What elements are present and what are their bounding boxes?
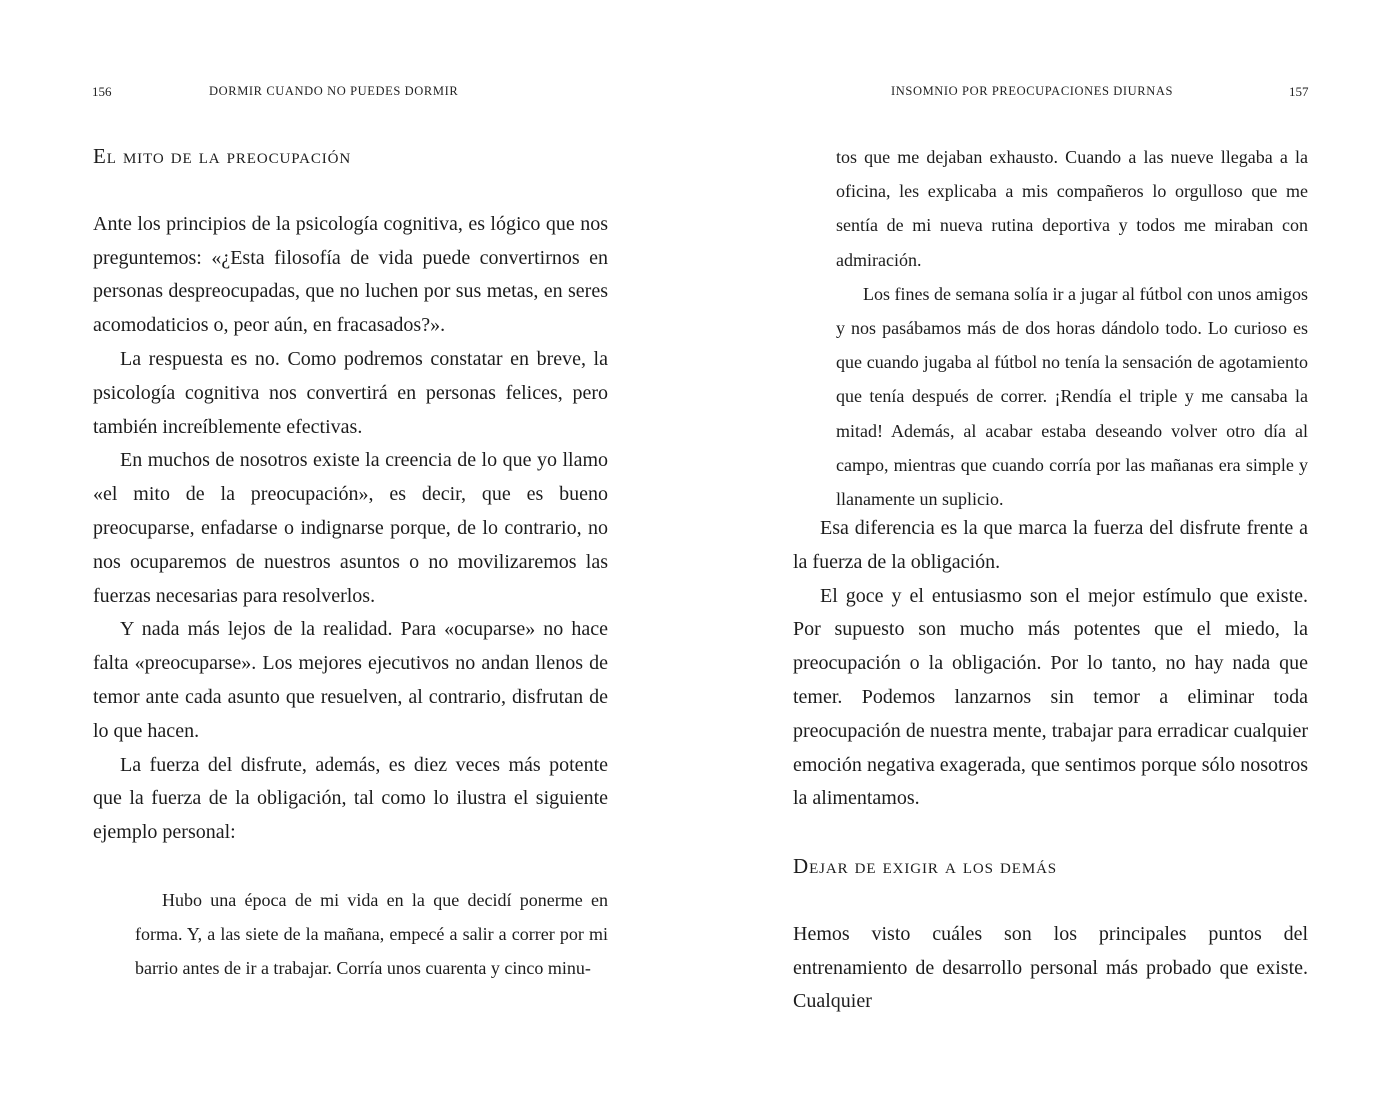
paragraph: Y nada más lejos de la realidad. Para «ocuparse» no hace falta «preocuparse». Los mejores ejecutivos no andan llenos de temor ante cada asunto que resuelven, al contrario, disfrutan de lo que hacen. — [93, 618, 608, 742]
right-page — [700, 0, 1400, 1114]
extract-paragraph: Los fines de semana solía ir a jugar al fútbol con unos amigos y nos pasábamos más de dos horas dándolo todo. Lo curioso es que cuando jugaba al fútbol no tenía la sensación de agotamiento que tenía después de correr. ¡Rendía el triple y me cansaba la mitad! Además, al acabar estaba deseando volver otro día al campo, mientras que cuando corría por las mañanas era simple y llanamente un suplicio. — [836, 283, 1308, 510]
right-body — [793, 512, 1308, 816]
paragraph: Ante los principios de la psicología cognitiva, es lógico que nos preguntemos: «¿Esta filosofía de vida puede convertirnos en personas despreocupadas, que no luchen por sus metas, en seres acomodaticios o, peor aún, en fracasados?». — [93, 212, 608, 337]
extract-paragraph: Hubo una época de mi vida en la que decidí ponerme en forma. Y, a las siete de la mañana, empecé a salir a correr por mi barrio antes de ir a trabajar. Corría unos cuarenta y cinco minu- — [135, 890, 608, 979]
page-number: 156 — [92, 84, 112, 99]
section-heading: El mito de la preocupación — [93, 144, 352, 168]
extract-paragraph: tos que me dejaban exhausto. Cuando a las nueve llegaba a la oficina, les explicaba a mis compañeros lo orgulloso que me sentía de mi nueva rutina deportiva y todos me miraban con admiración. — [836, 147, 1308, 270]
left-body — [93, 140, 608, 850]
page-number: 157 — [1289, 84, 1309, 99]
paragraph: En muchos de nosotros existe la creencia de lo que yo llamo «el mito de la preocupación», es decir, que es bueno preocuparse, enfadarse o indignarse porque, de lo contrario, no nos ocuparemos de nuestros asuntos o no movilizaremos las fuerzas necesarias para resolverlos. — [93, 449, 608, 607]
paragraph: Hemos visto cuáles son los principales puntos del entrenamiento de desarrollo personal más probado que existe. Cualquier — [793, 922, 1308, 1013]
extract-block — [836, 140, 1308, 516]
paragraph: El goce y el entusiasmo son el mejor estímulo que existe. Por supuesto son mucho más potentes que el miedo, la preocupación o la obligación. Por lo tanto, no hay nada que temer. Podemos lanzarnos sin temor a eliminar toda preocupación de nuestra mente, trabajar para erradicar cualquier emoción negativa exagerada, que sentimos porque sólo nosotros la alimentamos. — [793, 584, 1308, 810]
extract-block — [135, 883, 608, 986]
paragraph: La respuesta es no. Como podremos constatar en breve, la psicología cognitiva nos convertirá en personas felices, pero también increíblemente efectivas. — [93, 347, 608, 438]
section-heading: Dejar de exigir a los demás — [793, 854, 1058, 878]
running-head: DORMIR CUANDO NO PUEDES DORMIR — [209, 84, 459, 98]
running-head: INSOMNIO POR PREOCUPACIONES DIURNAS — [891, 84, 1174, 98]
paragraph: Esa diferencia es la que marca la fuerza del disfrute frente a la fuerza de la obligación. — [793, 517, 1308, 573]
right-section — [793, 850, 1308, 1019]
paragraph: La fuerza del disfrute, además, es diez veces más potente que la fuerza de la obligación, tal como lo ilustra el siguiente ejemplo personal: — [93, 753, 608, 844]
